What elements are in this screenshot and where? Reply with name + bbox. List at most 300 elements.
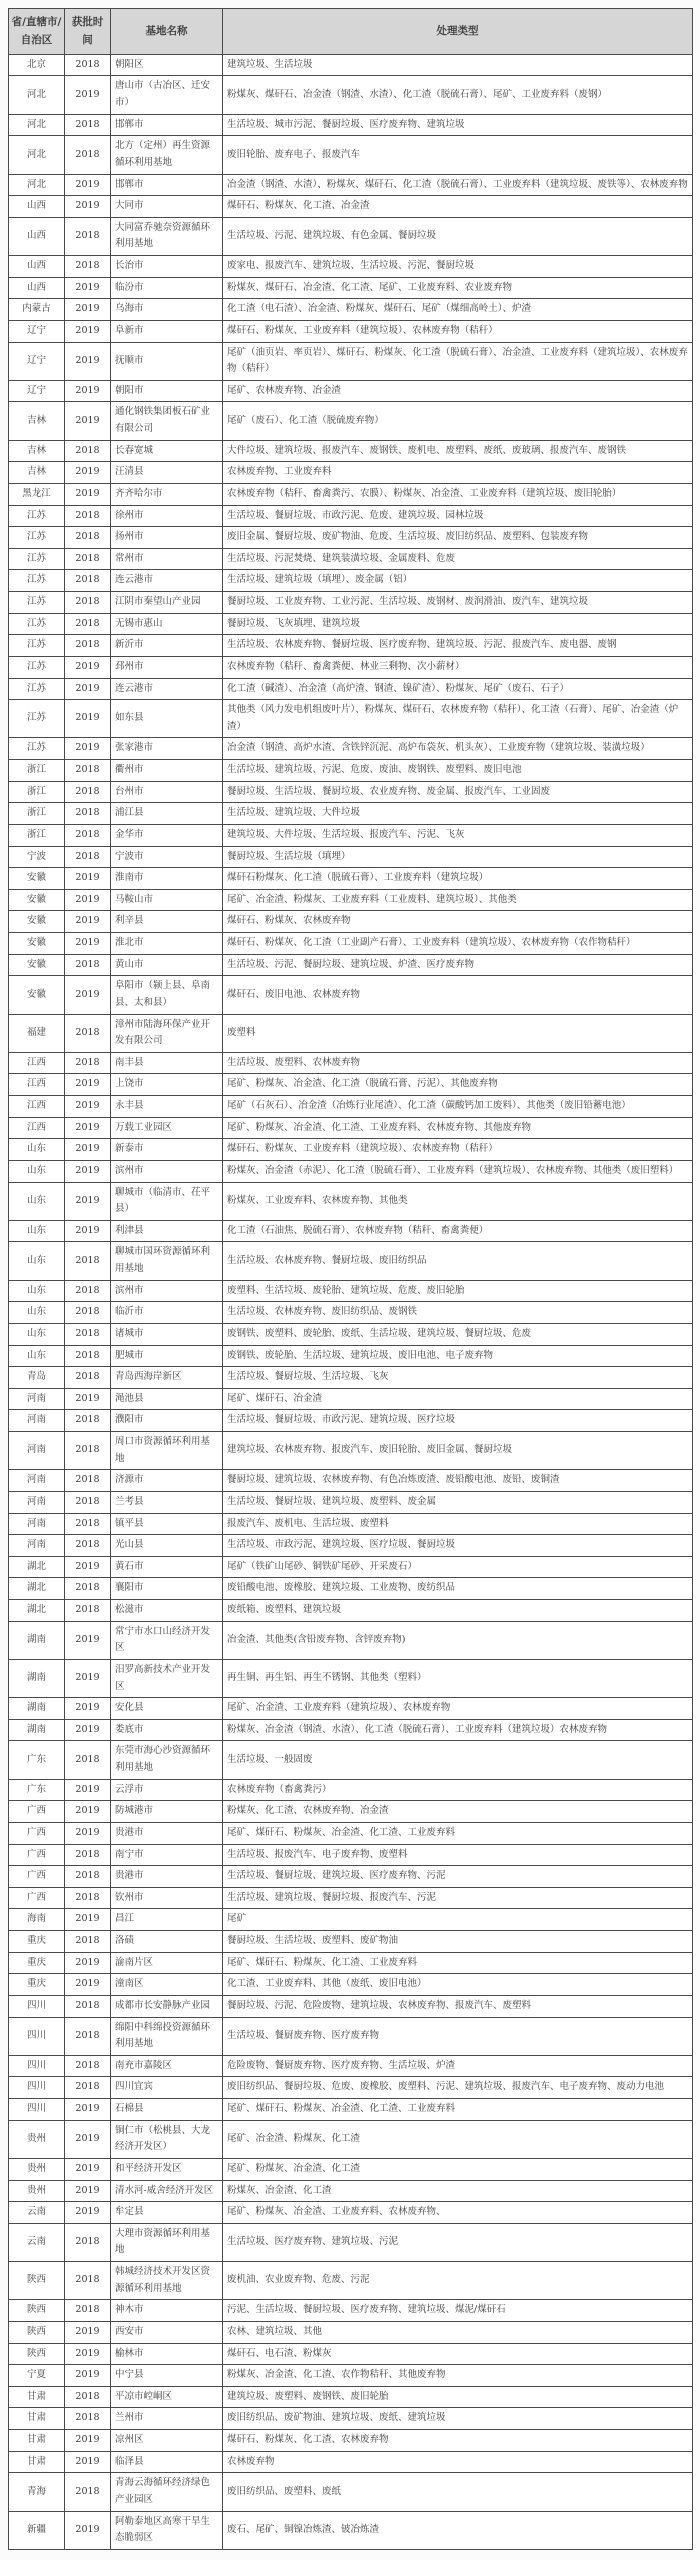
base-name-cell: 徐州市 xyxy=(111,505,223,527)
base-name-cell: 贵港市 xyxy=(111,1866,223,1888)
year-cell: 2018 xyxy=(65,136,111,174)
year-cell: 2018 xyxy=(65,1600,111,1622)
table-row xyxy=(9,342,693,380)
types-cell: 生活垃圾、餐厨垃圾、生活垃圾、飞灰 xyxy=(223,1367,693,1389)
types-cell: 废机油、农业废弃物、危废、污泥 xyxy=(223,2262,693,2300)
year-cell: 2019 xyxy=(65,174,111,196)
base-name-cell: 金华市 xyxy=(111,824,223,846)
table-row xyxy=(9,1844,693,1866)
table-row xyxy=(9,635,693,657)
table-row xyxy=(9,1535,693,1557)
year-cell: 2019 xyxy=(65,462,111,484)
province-cell: 甘肃 xyxy=(9,2386,65,2408)
province-cell: 浙江 xyxy=(9,824,65,846)
year-cell: 2019 xyxy=(65,1074,111,1096)
province-cell: 江苏 xyxy=(9,505,65,527)
base-name-cell: 大同富乔驰奈资源循环利用基地 xyxy=(111,217,223,255)
table-row xyxy=(9,1600,693,1622)
base-name-cell: 衢州市 xyxy=(111,760,223,782)
types-cell: 煤矸石、粉煤灰、工业废弃料（建筑垃圾）、农林废弃物（秸秆） xyxy=(223,1139,693,1161)
types-cell: 煤矸石、废旧电池、农林废弃物 xyxy=(223,976,693,1014)
table-row xyxy=(9,976,693,1014)
province-cell: 黑龙江 xyxy=(9,483,65,505)
province-cell: 吉林 xyxy=(9,462,65,484)
types-cell: 化工渣、工业废弃料、其他（废纸、废旧电池） xyxy=(223,1974,693,1996)
table-row xyxy=(9,136,693,174)
table-row xyxy=(9,1074,693,1096)
table-row xyxy=(9,1719,693,1741)
year-cell: 2018 xyxy=(65,2408,111,2430)
types-cell: 废旧金属、餐厨垃圾、废矿物油、危废、生活垃圾、废旧纺织品、废塑料、包装废弃物 xyxy=(223,527,693,549)
year-cell: 2019 xyxy=(65,976,111,1014)
year-cell: 2018 xyxy=(65,1432,111,1470)
base-name-cell: 诸城市 xyxy=(111,1323,223,1345)
base-name-cell: 通化钢铁集团板石矿业有限公司 xyxy=(111,402,223,440)
table-row xyxy=(9,868,693,890)
table-row xyxy=(9,54,693,76)
types-cell: 建筑垃圾、大件垃圾、生活垃圾、报废汽车、污泥、飞灰 xyxy=(223,824,693,846)
types-cell: 尾矿、粉煤灰、冶金渣、化工渣（脱硫石膏、污泥）、其他废弃物 xyxy=(223,1074,693,1096)
table-row xyxy=(9,1470,693,1492)
table-row xyxy=(9,462,693,484)
types-cell: 餐厨垃圾、工业废弃物、工业污泥、生活垃圾、废钢材、废润滑油、废汽车、建筑垃圾 xyxy=(223,592,693,614)
province-cell: 广西 xyxy=(9,1887,65,1909)
table-row xyxy=(9,1909,693,1931)
base-name-cell: 利辛县 xyxy=(111,911,223,933)
province-cell: 山东 xyxy=(9,1280,65,1302)
types-cell: 尾矿、冶金渣、工业废弃料（建筑垃圾）、农林废弃物 xyxy=(223,1698,693,1720)
base-name-cell: 利津县 xyxy=(111,1220,223,1242)
province-cell: 宁波 xyxy=(9,846,65,868)
year-cell: 2019 xyxy=(65,700,111,738)
table-row xyxy=(9,1117,693,1139)
province-cell: 北京 xyxy=(9,54,65,76)
province-cell: 河南 xyxy=(9,1410,65,1432)
year-cell: 2019 xyxy=(65,196,111,218)
year-cell: 2018 xyxy=(65,256,111,278)
province-cell: 安徽 xyxy=(9,976,65,1014)
types-cell: 尾矿、煤矸石、粉煤灰、冶金渣、化工渣、工业废弃料 xyxy=(223,2099,693,2121)
province-cell: 江苏 xyxy=(9,656,65,678)
province-cell: 浙江 xyxy=(9,781,65,803)
province-cell: 江苏 xyxy=(9,613,65,635)
year-cell: 2019 xyxy=(65,1117,111,1139)
table-row xyxy=(9,2430,693,2452)
types-cell: 废旧纺织品、废塑料、废纸 xyxy=(223,2473,693,2511)
base-name-cell: 阿勒泰地区高寒干旱生态脆弱区 xyxy=(111,2511,223,2549)
base-name-cell: 平凉市崆峒区 xyxy=(111,2386,223,2408)
table-row xyxy=(9,2473,693,2511)
base-name-cell: 黄山市 xyxy=(111,954,223,976)
base-name-cell: 濮阳市 xyxy=(111,1410,223,1432)
base-name-cell: 西安市 xyxy=(111,2321,223,2343)
types-cell: 尾矿、粉煤灰、冶金渣、工业废弃料、农林废弃物、 xyxy=(223,2202,693,2224)
year-cell: 2019 xyxy=(65,402,111,440)
year-cell: 2019 xyxy=(65,1556,111,1578)
year-cell: 2018 xyxy=(65,505,111,527)
table-row xyxy=(9,2120,693,2158)
base-name-cell: 云浮市 xyxy=(111,1779,223,1801)
table-row xyxy=(9,1952,693,1974)
table-row xyxy=(9,1491,693,1513)
province-cell: 吉林 xyxy=(9,440,65,462)
base-name-cell: 阜新市 xyxy=(111,320,223,342)
province-cell: 甘肃 xyxy=(9,2451,65,2473)
province-cell: 江苏 xyxy=(9,678,65,700)
types-cell: 化工渣（电石渣）、冶金渣、粉煤灰、煤矸石、尾矿（煤细高岭土）、炉渣 xyxy=(223,299,693,321)
year-cell: 2019 xyxy=(65,1659,111,1697)
province-cell: 湖南 xyxy=(9,1698,65,1720)
year-cell: 2018 xyxy=(65,1470,111,1492)
types-cell: 煤矸石、粉煤灰、化工渣、农林废弃物 xyxy=(223,2430,693,2452)
province-cell: 河南 xyxy=(9,1491,65,1513)
table-row xyxy=(9,527,693,549)
base-name-cell: 周口市资源循环利用基地 xyxy=(111,1432,223,1470)
types-cell: 餐厨垃圾、污泥、危险废物、建筑垃圾、农林废弃物、报废汽车、废塑料 xyxy=(223,1995,693,2017)
types-cell: 建筑垃圾、生活垃圾 xyxy=(223,54,693,76)
header-row xyxy=(9,9,693,55)
types-cell: 生活垃圾、餐厨垃圾、建筑垃圾、废塑料、废金属 xyxy=(223,1491,693,1513)
year-cell: 2018 xyxy=(65,1052,111,1074)
base-name-cell: 神木市 xyxy=(111,2300,223,2322)
table-row xyxy=(9,889,693,911)
base-name-cell: 滨州市 xyxy=(111,1160,223,1182)
base-name-cell: 青海云海循环经济绿色产业园区 xyxy=(111,2473,223,2511)
year-cell: 2019 xyxy=(65,1220,111,1242)
year-cell: 2018 xyxy=(65,635,111,657)
province-cell: 海南 xyxy=(9,1909,65,1931)
table-row xyxy=(9,911,693,933)
year-cell: 2019 xyxy=(65,1719,111,1741)
base-name-cell: 四川宜宾 xyxy=(111,2077,223,2099)
types-cell: 生活垃圾、建筑垃圾、大件垃圾 xyxy=(223,803,693,825)
table-row xyxy=(9,1220,693,1242)
base-name-cell: 东莞市海心沙资源循环利用基地 xyxy=(111,1741,223,1779)
year-cell: 2018 xyxy=(65,2055,111,2077)
types-cell: 废旧轮胎、废弃电子、报废汽车 xyxy=(223,136,693,174)
base-name-cell: 中宁县 xyxy=(111,2365,223,2387)
year-cell: 2018 xyxy=(65,1844,111,1866)
base-name-cell: 洛碛 xyxy=(111,1931,223,1953)
table-row xyxy=(9,1931,693,1953)
province-cell: 陕西 xyxy=(9,2262,65,2300)
table-row xyxy=(9,2300,693,2322)
types-cell: 餐厨垃圾、生活垃圾、废塑料、废矿物油 xyxy=(223,1931,693,1953)
types-cell: 农林废弃物（畜禽粪污） xyxy=(223,1779,693,1801)
base-name-cell: 如东县 xyxy=(111,700,223,738)
province-cell: 山西 xyxy=(9,196,65,218)
base-name-cell: 乌海市 xyxy=(111,299,223,321)
year-cell: 2018 xyxy=(65,1535,111,1557)
table-row xyxy=(9,2077,693,2099)
year-cell: 2018 xyxy=(65,1302,111,1324)
table-row xyxy=(9,1242,693,1280)
base-name-cell: 光山县 xyxy=(111,1535,223,1557)
base-name-cell: 长治市 xyxy=(111,256,223,278)
table-row xyxy=(9,1410,693,1432)
province-cell: 浙江 xyxy=(9,760,65,782)
year-cell: 2019 xyxy=(65,889,111,911)
types-cell: 废家电、报废汽车、建筑垃圾、生活垃圾、污泥、餐厨垃圾 xyxy=(223,256,693,278)
province-cell: 新疆 xyxy=(9,2511,65,2549)
province-cell: 广西 xyxy=(9,1844,65,1866)
types-cell: 大件垃圾、建筑垃圾、报废汽车、废钢铁、废机电、废塑料、废纸、废玻璃、报废汽车、废钢铁 xyxy=(223,440,693,462)
base-name-cell: 肥城市 xyxy=(111,1345,223,1367)
table-row xyxy=(9,483,693,505)
table-row xyxy=(9,1432,693,1470)
province-cell: 江苏 xyxy=(9,548,65,570)
types-cell: 生活垃圾、餐厨垃圾、市政污泥、建筑垃圾、医疗垃圾 xyxy=(223,1410,693,1432)
types-cell: 废铅酸电池、废橡胶、建筑垃圾、工业废物、废纺织品 xyxy=(223,1578,693,1600)
table-row xyxy=(9,1866,693,1888)
types-cell: 粉煤灰、冶金渣、化工渣、农作物秸秆、其他废弃物 xyxy=(223,2365,693,2387)
types-cell: 污泥、生活垃圾、餐厨垃圾、医疗废弃物、建筑垃圾、煤泥/煤矸石 xyxy=(223,2300,693,2322)
types-cell: 其他类（风力发电机组废叶片）、粉煤灰、煤矸石、农林废弃物（秸秆）、化工渣（石膏）、尾矿、冶金渣（炉渣） xyxy=(223,700,693,738)
table-row xyxy=(9,2055,693,2077)
province-cell: 山西 xyxy=(9,256,65,278)
types-cell: 煤矸石、粉煤灰、化工渣（工业副产石膏）、工业废弃料（建筑垃圾）、农林废弃物（农作物秸秆） xyxy=(223,933,693,955)
province-cell: 宁夏 xyxy=(9,2365,65,2387)
types-cell: 冶金渣、其他类(含铅废弃物、含锌废弃物) xyxy=(223,1621,693,1659)
province-cell: 山东 xyxy=(9,1160,65,1182)
base-name-cell: 钦州市 xyxy=(111,1887,223,1909)
province-cell: 江西 xyxy=(9,1117,65,1139)
year-cell: 2019 xyxy=(65,1909,111,1931)
table-row xyxy=(9,1621,693,1659)
types-cell: 餐厨垃圾、生活垃圾、餐厨垃圾、农业废弃物、废金属、报废汽车、工业固废 xyxy=(223,781,693,803)
types-cell: 尾矿、煤矸石、粉煤灰、化工渣、工业废弃料 xyxy=(223,1952,693,1974)
province-cell: 河南 xyxy=(9,1432,65,1470)
types-cell: 尾矿、冶金渣、粉煤灰、工业废弃料（工业废料、建筑垃圾）、其他类 xyxy=(223,889,693,911)
year-cell: 2018 xyxy=(65,527,111,549)
province-cell: 广西 xyxy=(9,1866,65,1888)
types-cell: 尾矿（油页岩、率页岩）、煤矸石、粉煤灰、化工渣（脱硫石膏）、冶金渣、工业废弃料（建筑垃圾）、农林废弃物（秸秆） xyxy=(223,342,693,380)
year-cell: 2019 xyxy=(65,1779,111,1801)
table-row xyxy=(9,548,693,570)
province-cell: 陕西 xyxy=(9,2321,65,2343)
types-cell: 废塑料 xyxy=(223,1014,693,1052)
year-cell: 2018 xyxy=(65,54,111,76)
table-row xyxy=(9,114,693,136)
types-cell: 生活垃圾、废塑料、农林废弃物 xyxy=(223,1052,693,1074)
types-cell: 废钢铁、废轮胎、生活垃圾、建筑垃圾、废旧电池、电子废弃物 xyxy=(223,1345,693,1367)
province-cell: 青岛 xyxy=(9,1367,65,1389)
year-cell: 2018 xyxy=(65,1995,111,2017)
year-cell: 2018 xyxy=(65,1887,111,1909)
province-cell: 安徽 xyxy=(9,954,65,976)
types-cell: 粉煤灰、煤矸石、冶金渣、化工渣、尾矿、工业废弃料、农业废弃物 xyxy=(223,277,693,299)
table-row xyxy=(9,2202,693,2224)
table-row xyxy=(9,380,693,402)
year-cell: 2018 xyxy=(65,2077,111,2099)
table-row xyxy=(9,1779,693,1801)
types-cell: 粉煤灰、冶金渣、化工渣 xyxy=(223,2180,693,2202)
year-cell: 2018 xyxy=(65,2223,111,2261)
province-cell: 湖南 xyxy=(9,1659,65,1697)
types-cell: 煤矸石粉煤灰、化工渣（脱硫石膏）、工业废弃料（建筑垃圾） xyxy=(223,868,693,890)
base-name-cell: 淮南市 xyxy=(111,868,223,890)
year-cell: 2019 xyxy=(65,656,111,678)
province-cell: 重庆 xyxy=(9,1931,65,1953)
types-cell: 餐厨垃圾、生活垃圾（填埋） xyxy=(223,846,693,868)
types-cell: 报废汽车、废机电、生活垃圾、废塑料 xyxy=(223,1513,693,1535)
table-row xyxy=(9,678,693,700)
table-row xyxy=(9,1513,693,1535)
table-row xyxy=(9,1388,693,1410)
province-cell: 山东 xyxy=(9,1242,65,1280)
table-row xyxy=(9,1323,693,1345)
base-name-cell: 石棉县 xyxy=(111,2099,223,2121)
year-cell: 2019 xyxy=(65,2343,111,2365)
types-cell: 生活垃圾、市政污泥、建筑垃圾、医疗垃圾、餐厨垃圾 xyxy=(223,1535,693,1557)
types-cell: 农林废弃物、工业废弃料 xyxy=(223,462,693,484)
base-name-cell: 万载工业园区 xyxy=(111,1117,223,1139)
year-cell: 2018 xyxy=(65,114,111,136)
province-cell: 安徽 xyxy=(9,911,65,933)
year-cell: 2018 xyxy=(65,1014,111,1052)
province-cell: 河南 xyxy=(9,1388,65,1410)
province-cell: 江苏 xyxy=(9,738,65,760)
year-cell: 2018 xyxy=(65,440,111,462)
year-cell: 2018 xyxy=(65,2262,111,2300)
province-cell: 重庆 xyxy=(9,1952,65,1974)
table-row xyxy=(9,217,693,255)
province-cell: 河北 xyxy=(9,174,65,196)
year-cell: 2018 xyxy=(65,2017,111,2055)
year-cell: 2019 xyxy=(65,320,111,342)
year-cell: 2019 xyxy=(65,2321,111,2343)
province-cell: 重庆 xyxy=(9,1974,65,1996)
year-cell: 2018 xyxy=(65,1242,111,1280)
table-row xyxy=(9,440,693,462)
types-cell: 尾矿、粉煤灰、冶金渣、化工渣、工业废弃料、农林废弃物、其他废弃物 xyxy=(223,1117,693,1139)
year-cell: 2019 xyxy=(65,1096,111,1118)
base-name-cell: 贵港市 xyxy=(111,1822,223,1844)
table-row xyxy=(9,76,693,114)
types-cell: 餐厨垃圾、建筑垃圾、农林废弃物、有色冶炼废渣、废铅酸电池、废铅、废铜渣 xyxy=(223,1470,693,1492)
table-row xyxy=(9,1822,693,1844)
header-base-name: 基地名称 xyxy=(111,9,223,55)
header-approval-year: 获批时间 xyxy=(65,9,111,55)
base-name-cell: 上饶市 xyxy=(111,1074,223,1096)
types-cell: 生活垃圾、建筑垃圾、污泥、危废、废油、废钢铁、废塑料、废旧电池 xyxy=(223,760,693,782)
types-cell: 粉煤灰、煤矸石、冶金渣（钢渣、水渣）、化工渣（脱硫石膏）、尾矿、工业废弃料（废钢） xyxy=(223,76,693,114)
year-cell: 2019 xyxy=(65,1139,111,1161)
table-row xyxy=(9,320,693,342)
year-cell: 2019 xyxy=(65,2511,111,2549)
base-name-cell: 连云港市 xyxy=(111,678,223,700)
year-cell: 2018 xyxy=(65,2386,111,2408)
province-cell: 湖北 xyxy=(9,1578,65,1600)
year-cell: 2018 xyxy=(65,1741,111,1779)
year-cell: 2019 xyxy=(65,1974,111,1996)
province-cell: 辽宁 xyxy=(9,342,65,380)
province-cell: 安徽 xyxy=(9,933,65,955)
table-row xyxy=(9,1698,693,1720)
table-row xyxy=(9,2343,693,2365)
base-name-cell: 镇平县 xyxy=(111,1513,223,1535)
year-cell: 2018 xyxy=(65,760,111,782)
types-cell: 废旧纺织品、废矿物油、建筑垃圾、废纸、建筑垃圾 xyxy=(223,2408,693,2430)
year-cell: 2019 xyxy=(65,2180,111,2202)
base-name-cell: 连云港市 xyxy=(111,570,223,592)
types-cell: 废钢铁、废塑料、废轮胎、废纸、生活垃圾、建筑垃圾、餐厨垃圾、危废 xyxy=(223,1323,693,1345)
province-cell: 陕西 xyxy=(9,2300,65,2322)
base-name-cell: 江阴市秦望山产业园 xyxy=(111,592,223,614)
types-cell: 农林、建筑垃圾、其他 xyxy=(223,2321,693,2343)
base-name-cell: 榆林市 xyxy=(111,2343,223,2365)
year-cell: 2019 xyxy=(65,1952,111,1974)
base-name-cell: 聊城市国环资源循环利用基地 xyxy=(111,1242,223,1280)
base-name-cell: 成都市长安静脉产业园 xyxy=(111,1995,223,2017)
year-cell: 2019 xyxy=(65,2120,111,2158)
base-name-cell: 邯郸市 xyxy=(111,174,223,196)
year-cell: 2019 xyxy=(65,911,111,933)
year-cell: 2019 xyxy=(65,868,111,890)
base-name-cell: 聊城市（临清市、茌平县） xyxy=(111,1182,223,1220)
province-cell: 江苏 xyxy=(9,570,65,592)
table-row xyxy=(9,1741,693,1779)
header-processing-type: 处理类型 xyxy=(223,9,693,55)
base-name-cell: 绵阳中科绵投资源循环利用基地 xyxy=(111,2017,223,2055)
year-cell: 2018 xyxy=(65,1491,111,1513)
types-cell: 废塑料、生活垃圾、废轮胎、建筑垃圾、危废、废旧轮胎 xyxy=(223,1280,693,1302)
types-cell: 冶金渣（钢渣、水渣）、粉煤灰、煤矸石、化工渣（脱硫石膏）、工业废弃料（建筑垃圾、废铁等）、农林废弃物 xyxy=(223,174,693,196)
year-cell: 2018 xyxy=(65,803,111,825)
types-cell: 尾矿 xyxy=(223,1909,693,1931)
year-cell: 2018 xyxy=(65,1280,111,1302)
types-cell: 煤矸石、电石渣、粉煤灰 xyxy=(223,2343,693,2365)
base-name-cell: 无锡市惠山 xyxy=(111,613,223,635)
table-row xyxy=(9,2408,693,2430)
types-cell: 生活垃圾、农林废弃物、餐厨垃圾、废旧纺织品 xyxy=(223,1242,693,1280)
base-name-cell: 张家港市 xyxy=(111,738,223,760)
year-cell: 2018 xyxy=(65,1931,111,1953)
header-province: 省/直辖市/自治区 xyxy=(9,9,65,55)
province-cell: 江苏 xyxy=(9,700,65,738)
province-cell: 山东 xyxy=(9,1345,65,1367)
base-name-cell: 台州市 xyxy=(111,781,223,803)
base-name-cell: 大同市 xyxy=(111,196,223,218)
year-cell: 2019 xyxy=(65,933,111,955)
types-cell: 粉煤灰、化工渣、农林废弃物、冶金渣 xyxy=(223,1801,693,1823)
province-cell: 河北 xyxy=(9,76,65,114)
province-cell: 江西 xyxy=(9,1096,65,1118)
year-cell: 2019 xyxy=(65,1822,111,1844)
table-row xyxy=(9,1052,693,1074)
province-cell: 贵州 xyxy=(9,2120,65,2158)
base-name-cell: 唐山市（古冶区、迁安市） xyxy=(111,76,223,114)
types-cell: 尾矿、粉煤灰、冶金渣、化工渣 xyxy=(223,2158,693,2180)
base-name-cell: 马鞍山市 xyxy=(111,889,223,911)
province-cell: 广西 xyxy=(9,1822,65,1844)
year-cell: 2018 xyxy=(65,781,111,803)
province-cell: 四川 xyxy=(9,2099,65,2121)
table-row xyxy=(9,613,693,635)
base-name-cell: 宁波市 xyxy=(111,846,223,868)
base-name-cell: 兰考县 xyxy=(111,1491,223,1513)
types-cell: 农林废弃物 xyxy=(223,2451,693,2473)
province-cell: 山东 xyxy=(9,1220,65,1242)
table-row xyxy=(9,1182,693,1220)
base-name-cell: 临汾市 xyxy=(111,277,223,299)
base-name-cell: 汨罗高新技术产业开发区 xyxy=(111,1659,223,1697)
table-row xyxy=(9,1280,693,1302)
types-cell: 生活垃圾、污泥焚烧、建筑装潢垃圾、金属废料、危废 xyxy=(223,548,693,570)
province-cell: 湖南 xyxy=(9,1719,65,1741)
table-row xyxy=(9,1556,693,1578)
table-row xyxy=(9,2223,693,2261)
